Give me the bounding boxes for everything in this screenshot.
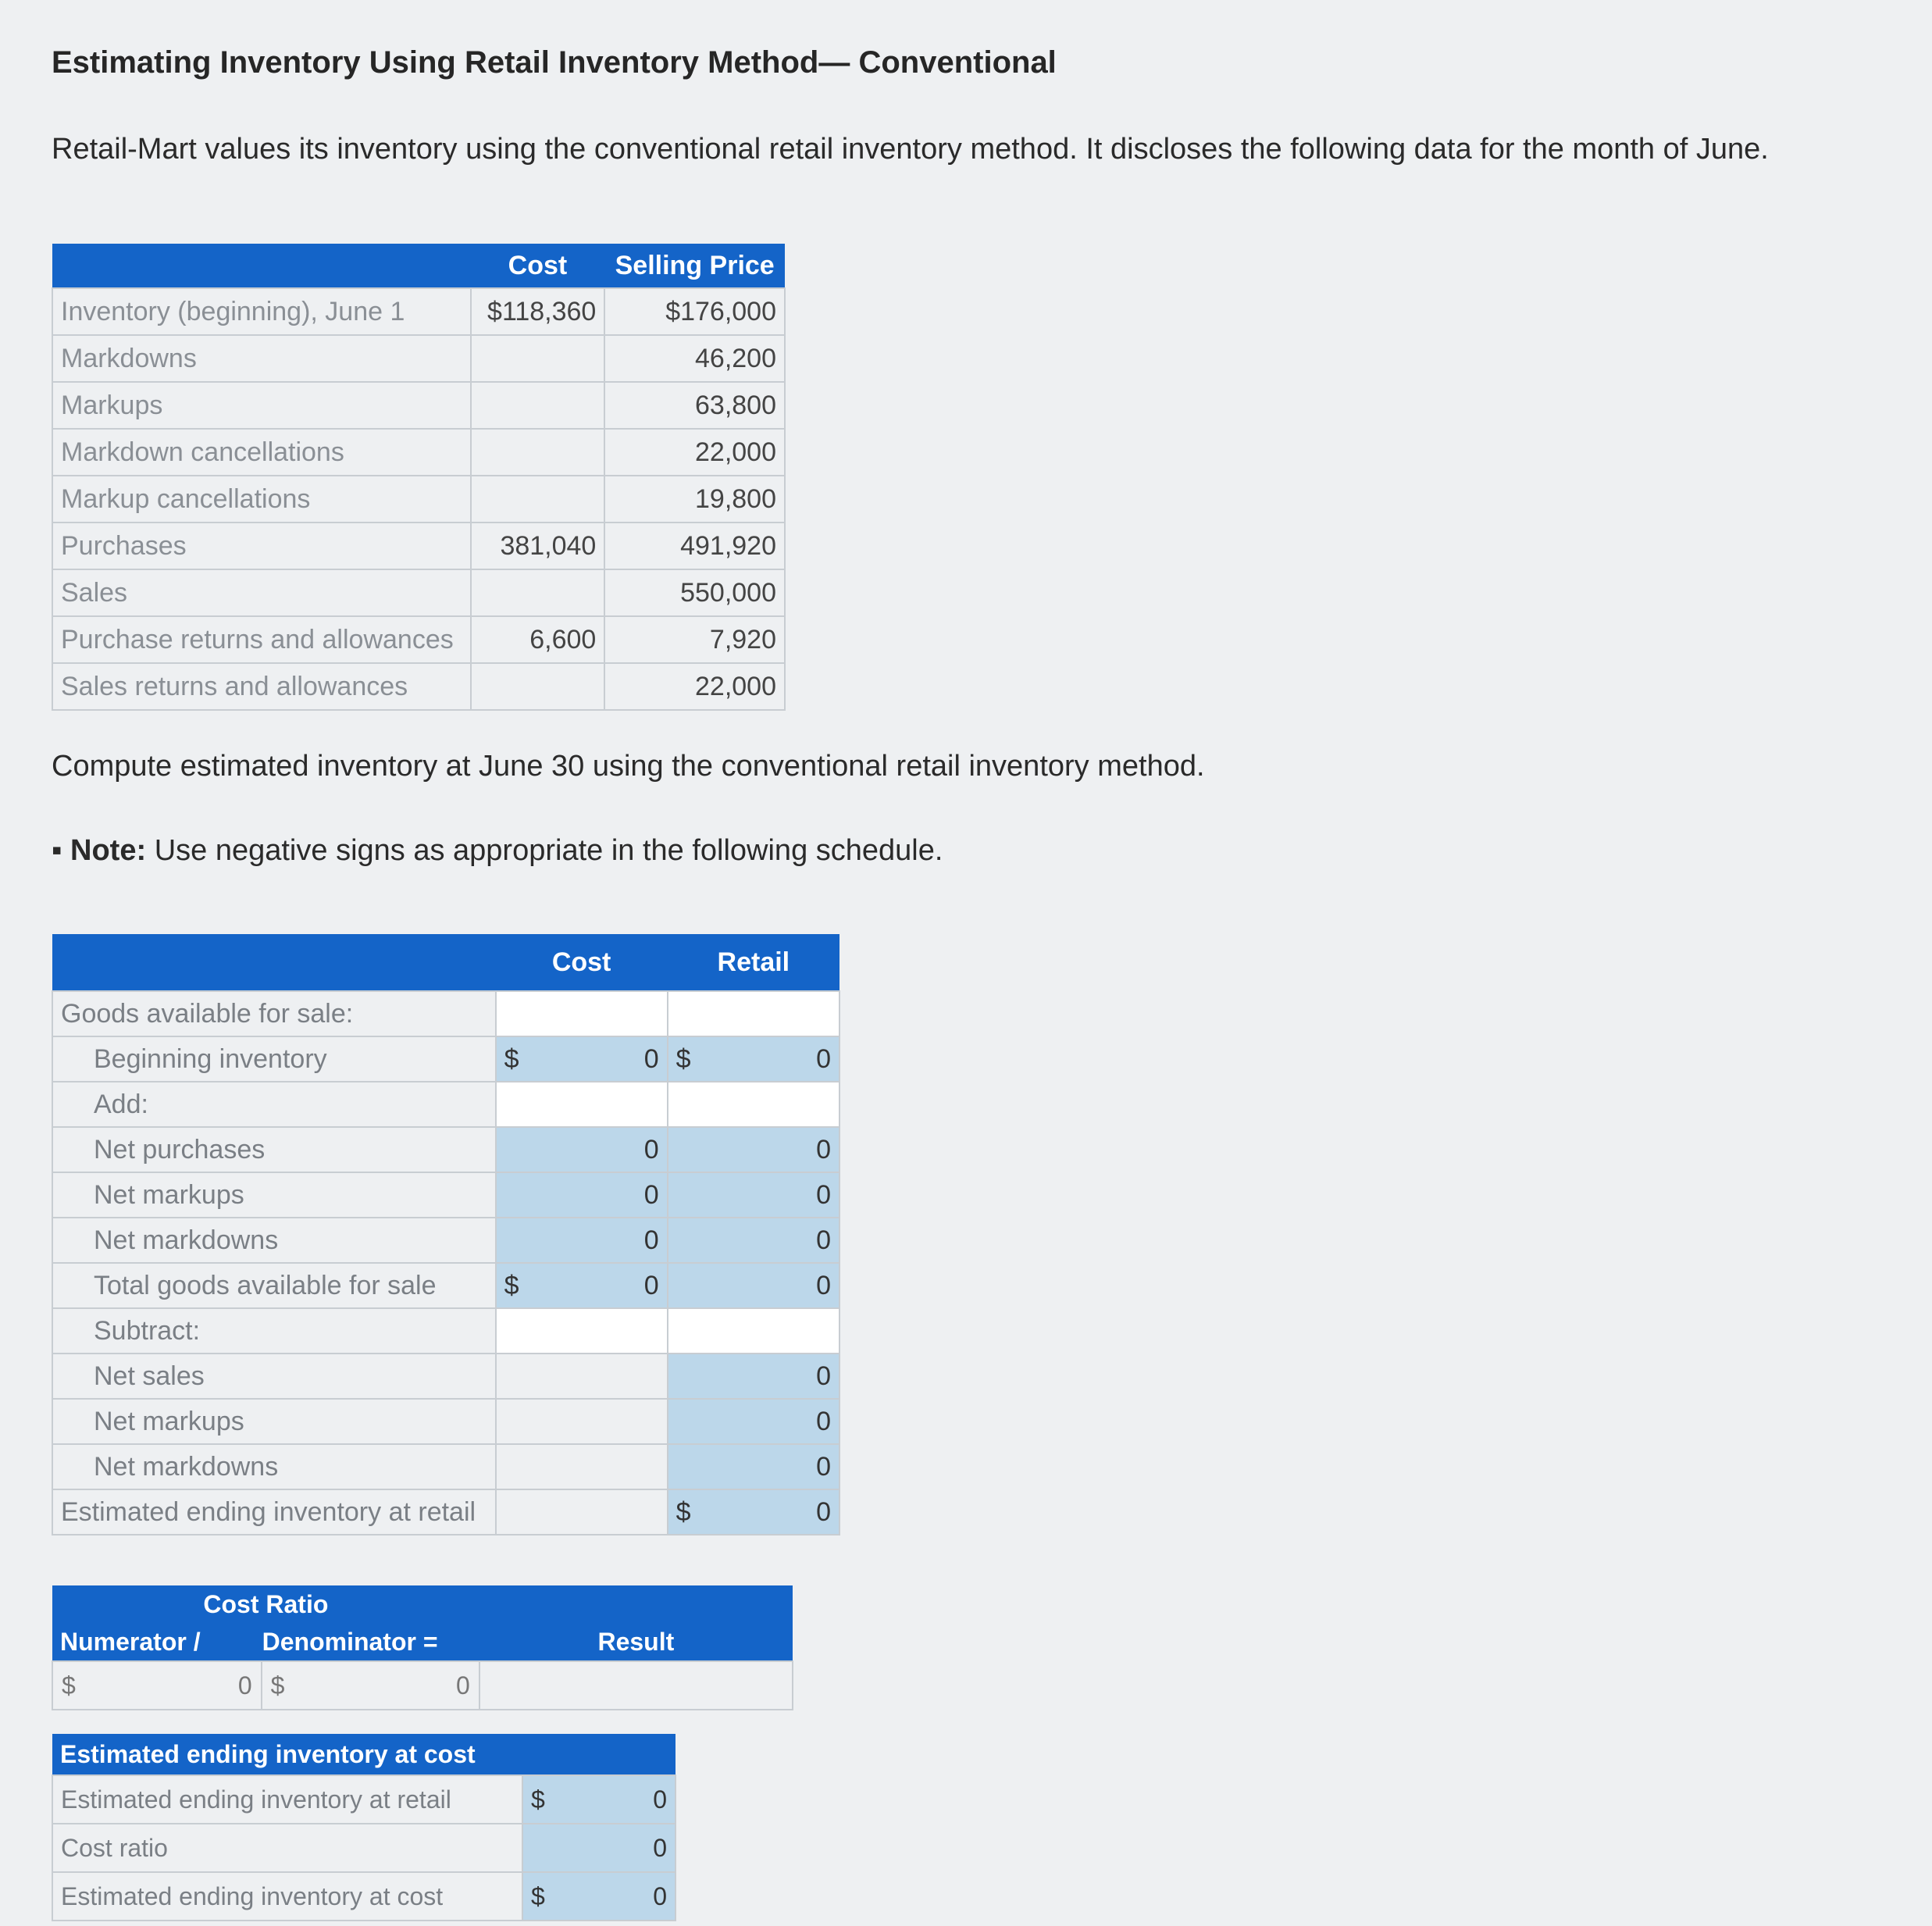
- net-markups2-label[interactable]: Net markups: [52, 1399, 496, 1444]
- denominator-header: [262, 1623, 479, 1661]
- table-row: [52, 288, 785, 335]
- table-row: [52, 1775, 675, 1824]
- blank-cell: [496, 1308, 668, 1354]
- table-row: [52, 1172, 839, 1218]
- cost-ratio-title-blank: [479, 1585, 793, 1623]
- row-label: Markup cancellations: [52, 476, 471, 523]
- dollar-sign: $: [504, 1270, 519, 1300]
- dollar-sign: $: [675, 1496, 691, 1527]
- est-cost-row-label: Estimated ending inventory at cost: [52, 1872, 522, 1921]
- est-cost-row-label: Cost ratio: [52, 1824, 522, 1872]
- table-row: [52, 1444, 839, 1489]
- blank-cell: [668, 991, 839, 1036]
- note: [52, 834, 943, 868]
- cost-ratio-title: Cost Ratio: [52, 1585, 479, 1623]
- data-table: [52, 244, 786, 711]
- blank-cell: [668, 1308, 839, 1354]
- table-row: [52, 1354, 839, 1399]
- schedule-table: [52, 934, 840, 1535]
- row-price: 19,800: [604, 476, 785, 523]
- net-purchases-label[interactable]: Net purchases: [52, 1127, 496, 1172]
- data-table-header-blank: [52, 244, 471, 288]
- beginning-inventory-retail-input[interactable]: [668, 1036, 839, 1082]
- numerator-value: 0: [237, 1671, 252, 1700]
- total-goods-cost-value: 0: [643, 1270, 659, 1300]
- subtract-label: Subtract:: [52, 1308, 496, 1354]
- note-label: Note:: [70, 834, 147, 867]
- row-cost: 6,600: [471, 616, 605, 663]
- table-row: [52, 1218, 839, 1263]
- net-markdowns2-label[interactable]: Net markdowns: [52, 1444, 496, 1489]
- table-row: [52, 429, 785, 476]
- result-header: Result: [479, 1623, 793, 1661]
- row-cost: $118,360: [471, 288, 605, 335]
- net-markups2-retail-input[interactable]: 0: [668, 1399, 839, 1444]
- net-purchases-retail-input[interactable]: 0: [668, 1127, 839, 1172]
- est-cost-value: 0: [653, 1881, 667, 1910]
- blank-cell: [496, 1082, 668, 1127]
- row-label: Markups: [52, 382, 471, 429]
- table-row: [52, 1263, 839, 1308]
- table-row: [52, 1082, 839, 1127]
- row-label: Markdown cancellations: [52, 429, 471, 476]
- dollar-sign: $: [675, 1043, 691, 1074]
- row-price: 7,920: [604, 616, 785, 663]
- data-table-header-price: Selling Price: [604, 244, 785, 288]
- schedule-header-blank: [52, 934, 496, 991]
- row-price: 550,000: [604, 569, 785, 616]
- dollar-sign: $: [531, 1881, 545, 1910]
- net-markdowns-label[interactable]: Net markdowns: [52, 1218, 496, 1263]
- blank-cell: [496, 1489, 668, 1535]
- row-label: Markdowns: [52, 335, 471, 382]
- table-row: [52, 1399, 839, 1444]
- table-row: [52, 991, 839, 1036]
- net-markdowns-cost-input[interactable]: 0: [496, 1218, 668, 1263]
- est-cost-row-label: Estimated ending inventory at retail: [52, 1775, 522, 1824]
- est-ending-retail-value: 0: [816, 1496, 831, 1527]
- numerator-label: Numerator: [60, 1627, 187, 1656]
- result-input[interactable]: [479, 1661, 793, 1710]
- add-label: Add:: [52, 1082, 496, 1127]
- cost-ratio-table: [52, 1585, 793, 1710]
- row-cost: [471, 382, 605, 429]
- beginning-inventory-cost-input[interactable]: [496, 1036, 668, 1082]
- est-ending-retail-input[interactable]: [668, 1489, 839, 1535]
- numerator-header: [52, 1623, 262, 1661]
- row-label: Purchase returns and allowances: [52, 616, 471, 663]
- table-row: [52, 569, 785, 616]
- dollar-sign: $: [531, 1785, 545, 1814]
- cost-ratio-title-row: [52, 1585, 793, 1623]
- row-cost: [471, 476, 605, 523]
- row-price: 22,000: [604, 663, 785, 710]
- table-row: [52, 616, 785, 663]
- beginning-inventory-retail-value: 0: [816, 1043, 831, 1074]
- table-row: [52, 1661, 793, 1710]
- table-row: [52, 1824, 675, 1872]
- table-row: [52, 1872, 675, 1921]
- table-row: [52, 1489, 839, 1535]
- blank-cell: [668, 1082, 839, 1127]
- total-goods-cost-input[interactable]: [496, 1263, 668, 1308]
- net-markdowns-retail-input[interactable]: 0: [668, 1218, 839, 1263]
- table-row: [52, 663, 785, 710]
- table-row: [52, 335, 785, 382]
- row-label: Sales: [52, 569, 471, 616]
- est-cost-table: [52, 1734, 676, 1921]
- denominator-label: Denominator: [262, 1627, 416, 1656]
- data-table-header-cost: Cost: [471, 244, 605, 288]
- est-cost-header: [52, 1734, 675, 1775]
- row-label: Sales returns and allowances: [52, 663, 471, 710]
- row-cost: [471, 663, 605, 710]
- row-price: 491,920: [604, 523, 785, 569]
- total-goods-label: Total goods available for sale: [52, 1263, 496, 1308]
- instruction-text: Compute estimated inventory at June 30 using the conventional retail inventory method.: [52, 750, 1205, 783]
- row-cost: [471, 569, 605, 616]
- net-markups-retail-input[interactable]: 0: [668, 1172, 839, 1218]
- data-table-header: [52, 244, 785, 288]
- schedule-header-retail: Retail: [668, 934, 839, 991]
- note-text: Use negative signs as appropriate in the following schedule.: [154, 834, 943, 867]
- table-row: [52, 1036, 839, 1082]
- blank-cell: [496, 1354, 668, 1399]
- dollar-sign: $: [270, 1671, 285, 1700]
- table-row: [52, 1127, 839, 1172]
- total-goods-retail-input[interactable]: 0: [668, 1263, 839, 1308]
- blank-cell: [496, 1399, 668, 1444]
- equals-label: =: [422, 1627, 438, 1656]
- net-markdowns2-retail-input[interactable]: 0: [668, 1444, 839, 1489]
- row-label: Inventory (beginning), June 1: [52, 288, 471, 335]
- table-row: [52, 1308, 839, 1354]
- table-row: [52, 382, 785, 429]
- blank-cell: [496, 1444, 668, 1489]
- beginning-inventory-label: Beginning inventory: [52, 1036, 496, 1082]
- est-cost-title: Estimated ending inventory at cost: [52, 1734, 675, 1775]
- blank-cell: [496, 991, 668, 1036]
- row-price: $176,000: [604, 288, 785, 335]
- row-cost: [471, 335, 605, 382]
- table-row: [52, 476, 785, 523]
- est-ending-retail-label: Estimated ending inventory at retail: [52, 1489, 496, 1535]
- beginning-inventory-cost-value: 0: [643, 1043, 659, 1074]
- est-cost-retail-value: 0: [653, 1785, 667, 1814]
- row-price: 46,200: [604, 335, 785, 382]
- row-label: Purchases: [52, 523, 471, 569]
- denominator-input[interactable]: [262, 1661, 479, 1710]
- est-cost-ratio-input[interactable]: 0: [522, 1824, 675, 1872]
- net-sales-label[interactable]: Net sales: [52, 1354, 496, 1399]
- row-price: 63,800: [604, 382, 785, 429]
- goods-available-label: Goods available for sale:: [52, 991, 496, 1036]
- net-sales-retail-input[interactable]: 0: [668, 1354, 839, 1399]
- cost-ratio-header: [52, 1623, 793, 1661]
- row-cost: 381,040: [471, 523, 605, 569]
- net-markups-cost-input[interactable]: 0: [496, 1172, 668, 1218]
- est-cost-value-input[interactable]: [522, 1872, 675, 1921]
- slash-label: /: [193, 1627, 201, 1656]
- row-cost: [471, 429, 605, 476]
- est-cost-retail-input[interactable]: [522, 1775, 675, 1824]
- page-title: Estimating Inventory Using Retail Inventory Method— Conventional: [52, 45, 1057, 80]
- dollar-sign: $: [62, 1671, 76, 1700]
- denominator-value: 0: [455, 1671, 470, 1700]
- intro-text: Retail-Mart values its inventory using the conventional retail inventory method. It discloses the following data for the month of June.: [52, 133, 1769, 166]
- net-markups-label[interactable]: Net markups: [52, 1172, 496, 1218]
- note-bullet-icon: ▪: [52, 834, 71, 867]
- net-purchases-cost-input[interactable]: 0: [496, 1127, 668, 1172]
- schedule-header: [52, 934, 839, 991]
- row-price: 22,000: [604, 429, 785, 476]
- dollar-sign: $: [504, 1043, 519, 1074]
- schedule-header-cost: Cost: [496, 934, 668, 991]
- numerator-input[interactable]: [52, 1661, 262, 1710]
- table-row: [52, 523, 785, 569]
